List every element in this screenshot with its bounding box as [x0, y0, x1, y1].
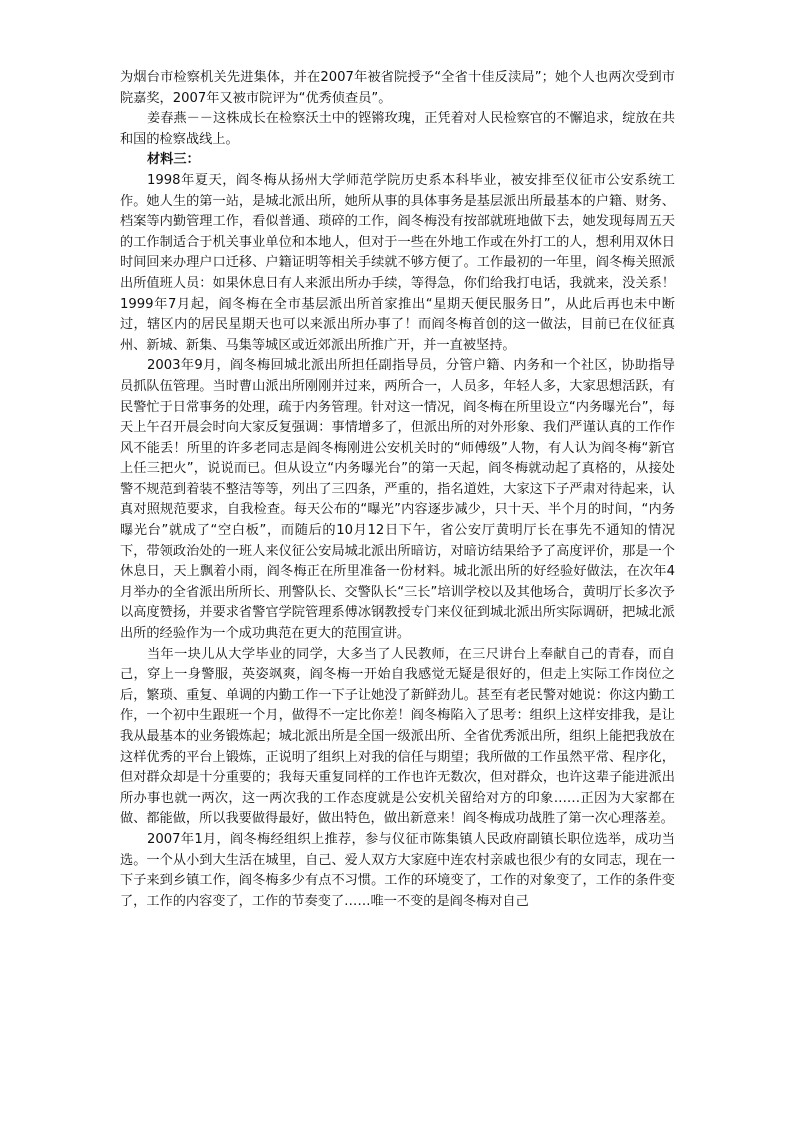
paragraph-honors: 为烟台市检察机关先进集体，并在2007年被省院授予“全省十佳反渎局”；她个人也两次受到市院嘉奖，2007年又被市院评为“优秀侦查员”。 [120, 70, 675, 106]
document-page [120, 68, 675, 912]
paragraph-classmates-reflection: 当年一块儿从大学毕业的同学，大多当了人民教师，在三尺讲台上奉献自己的青春，而自己，穿上一身警服，英姿飒爽，阎冬梅一开始自我感觉无疑是很好的，但走上实际工作岗位之后，繁琐、重复、单调的内勤工作一下子让她没了新鲜劲儿。甚至有老民警对她说：你这内勤工作，一个初中生跟班一个月，做得不一定比你差！阎冬梅陷入了思考：组织上这样安排我，是让我从最基本的业务锻炼起；城北派出所是全国一级派出所、全省优秀派出所，组织上能把我放在这样优秀的平台上锻炼，正说明了组织上对我的信任与期望；我所做的工作虽然平常、程序化，但对群众却是十分重要的；我每天重复同样的工作也许无数次，但对群众，也许这辈子能进派出所办事也就一两次，这一两次我的工作态度就是公安机关留给对方的印象……正因为大家都在做、都能做，所以我要做得最好，做出特色，做出新意来！阎冬梅成功战胜了第一次心理落差。 [120, 646, 675, 827]
paragraph-jiang-chunyan-summary: 姜春燕－－这株成长在检察沃土中的铿锵玫瑰，正凭着对人民检察官的不懈追求，绽放在共和国的检察战线上。 [120, 111, 675, 147]
paragraph-2003-deputy-instructor: 2003年9月，阎冬梅回城北派出所担任副指导员，分管户籍、内务和一个社区，协助指导员抓队伍管理。当时曹山派出所刚刚并过来，两所合一，人员多，年轻人多，大家思想活跃，有民警忙于日常事务的处理，疏于内务管理。针对这一情况，阎冬梅在所里设立“内务曝光台”，每天上午召开晨会时向大家反复强调：事情增多了，但派出所的对外形象、我们严谨认真的工作作风不能丢！所里的许多老同志是阎冬梅刚进公安机关时的“师傅级”人物，有人认为阎冬梅“新官上任三把火”，说说而已。但从设立“内务曝光台”的第一天起，阎冬梅就动起了真格的，从接处警不规范到着装不整洁等等，列出了三四条，严重的，指名道姓，大家这下子严肃对待起来，认真对照规范要求，自我检查。每天公布的“曝光”内容逐步减少，只十天、半个月的时间，“内务曝光台”就成了“空白板”，而随后的10月12日下午，省公安厅黄明厅长在事先不通知的情况下，带领政治处的一班人来仪征公安局城北派出所暗访，对暗访结果给予了高度评价，那是一个休息日，天上飘着小雨，阎冬梅正在所里准备一份材料。城北派出所的好经验好做法，在次年4月举办的全省派出所所长、刑警队长、交警队长“三长”培训学校以及其他场合，黄明厅长多次予以高度赞扬，并要求省警官学院管理系傅冰钢教授专门来仪征到城北派出所实际调研，把城北派出所的经验作为一个成功典范在更大的范围宣讲。 [120, 358, 675, 642]
section-heading-material-three: 材料三： [147, 152, 200, 168]
paragraph-1998-chengbei: 1998年夏天，阎冬梅从扬州大学师范学院历史系本科毕业，被安排至仪征市公安系统工作。她人生的第一站，是城北派出所，她所从事的具体事务是基层派出所最基本的户籍、财务、档案等内勤管理工作，看似普通、琐碎的工作，阎冬梅没有按部就班地做下去，她发现每周五天的工作制适合于机关事业单位和本地人，但对于一些在外地工作或在外打工的人，想利用双休日时间回来办理户口迁移、户籍证明等相关手续就不够方便了。工作最初的一年里，阎冬梅关照派出所值班人员：如果休息日有人来派出所办手续，等得急，你们给我打电话，我就来，没关系！1999年7月起，阎冬梅在全市基层派出所首家推出“星期天便民服务日”，从此后再也未中断过，辖区内的居民星期天也可以来派出所办事了！而阎冬梅首创的这一做法，目前已在仪征真州、新城、新集、马集等城区或近郊派出所推广开，并一直被坚持。 [120, 172, 675, 353]
paragraph-2007-deputy-mayor: 2007年1月，阎冬梅经组织上推荐，参与仪征市陈集镇人民政府副镇长职位选举，成功当选。一个从小到大生活在城里，自己、爱人双方大家庭中连农村亲戚也很少有的女同志，现在一下子来到乡镇工作，阎冬梅多少有点不习惯。工作的环境变了，工作的对象变了，工作的条件变了，工作的内容变了，工作的节奏变了……唯一不变的是阎冬梅对自己 [120, 831, 675, 909]
